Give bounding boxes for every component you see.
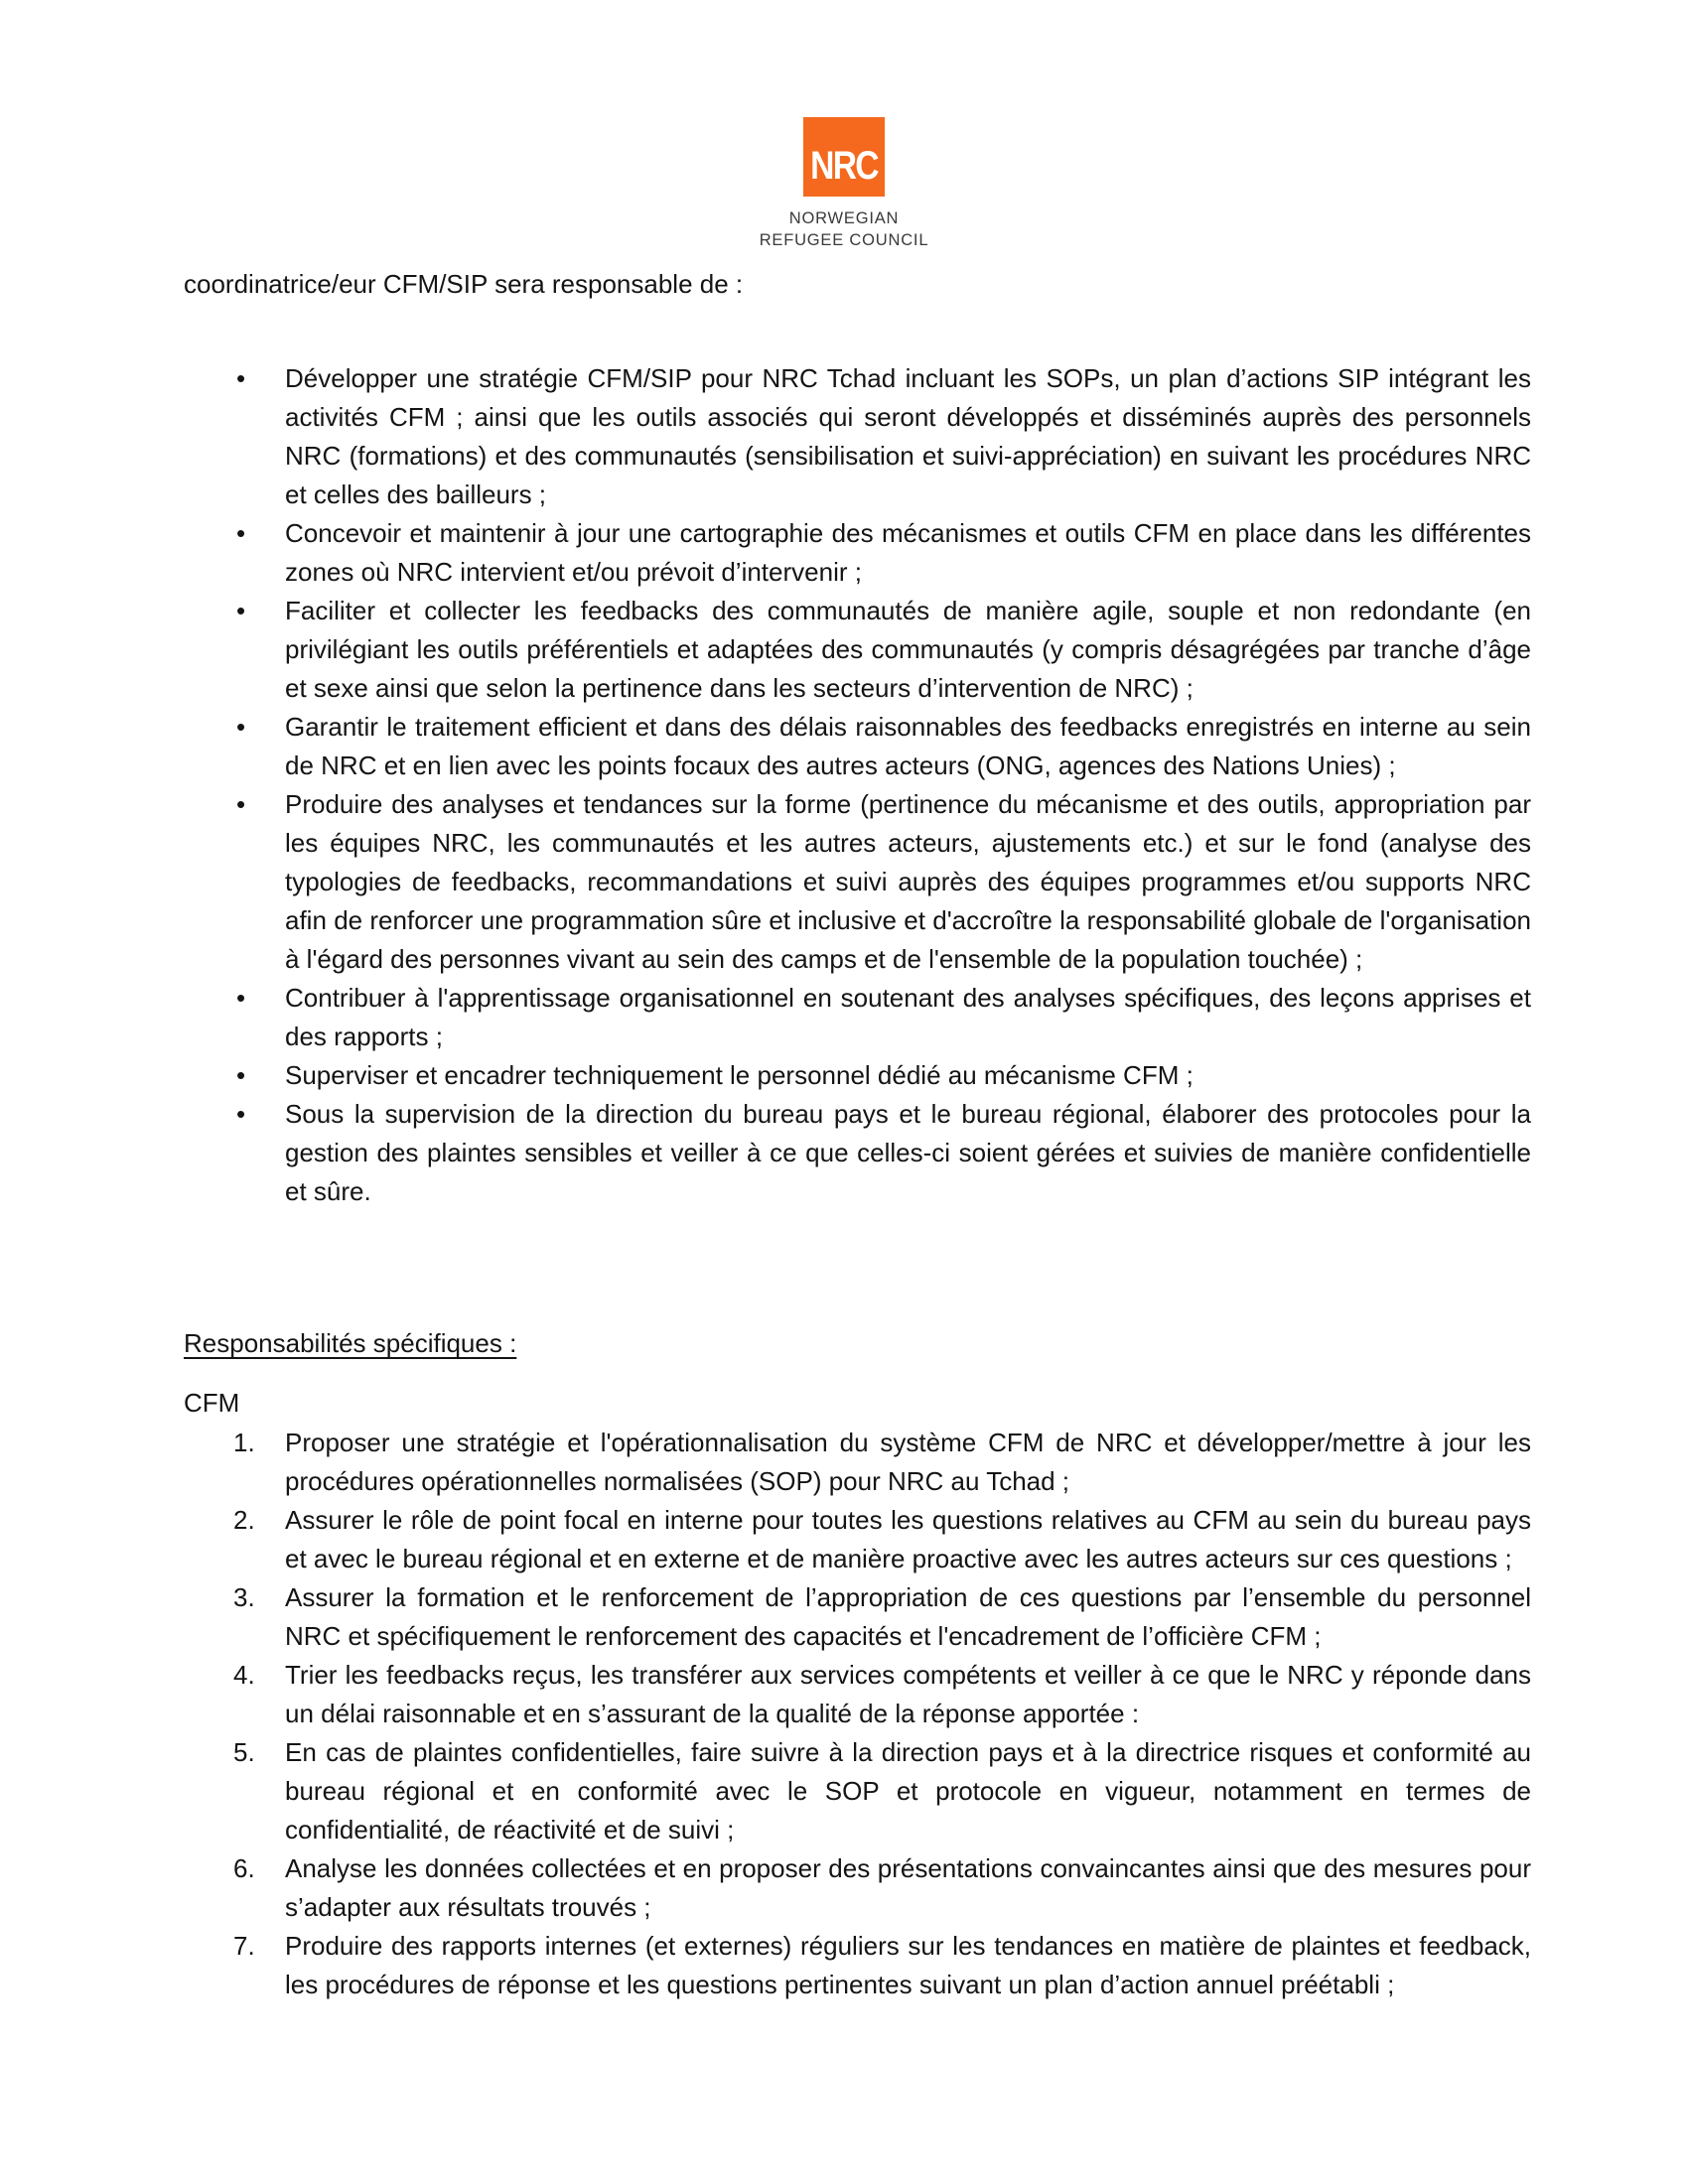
numbered-item: Trier les feedbacks reçus, les transférer aux services compétents et veiller à ce que le NRC y réponde dans un délai raisonnable et en s’assurant de la qualité de la réponse apportée : xyxy=(285,1660,1531,1728)
numbered-item: Proposer une stratégie et l'opérationnalisation du système CFM de NRC et développer/mettre à jour les procédures opérationnelles normalisées (SOP) pour NRC au Tchad ; xyxy=(285,1428,1531,1496)
org-name-line-1: NORWEGIAN xyxy=(788,209,900,227)
bullet-item: • Superviser et encadrer techniquement le personnel dédié au mécanisme CFM ; xyxy=(285,1056,1531,1095)
bullet-item: • Contribuer à l'apprentissage organisationnel en soutenant des analyses spécifiques, des leçons apprises et des rapports ; xyxy=(285,979,1531,1056)
bullet-item: • Sous la supervision de la direction du bureau pays et le bureau régional, élaborer des protocoles pour la gestion des plaintes sensibles et veiller à ce que celles-ci soient gérées et suivies de manière confidentielle et sûre. xyxy=(285,1095,1531,1211)
bullet-item: • Développer une stratégie CFM/SIP pour NRC Tchad incluant les SOPs, un plan d’actions SIP intégrant les activités CFM ; ainsi que les outils associés qui seront développés et disséminés auprès des personnels NRC (formations) et des communautés (sensibilisation et suivi-appréciation) en suivant les procédures NRC et celles des bailleurs ; xyxy=(285,359,1531,514)
bullet-item: • Produire des analyses et tendances sur la forme (pertinence du mécanisme et des outils, appropriation par les équipes NRC, les communautés et les autres acteurs, ajustements etc.) et sur le fond (analyse des typologies de feedbacks, recommandations et suivi auprès des équipes programmes et/ou supports NRC afin de renforcer une programmation sûre et inclusive et d'accroître la responsabilité globale de l'organisation à l'égard des personnes vivant au sein des camps et de l'ensemble de la population touchée) ; xyxy=(285,785,1531,979)
org-name-line-2: REFUGEE COUNCIL xyxy=(759,231,929,249)
subsection-label-cfm: CFM xyxy=(184,1388,240,1418)
section-heading-responsabilites-specifiques: Responsabilités spécifiques : xyxy=(184,1328,517,1358)
numbered-item: Assurer la formation et le renforcement de l’appropriation de ces questions par l’ensemble du personnel NRC et spécifiquement le renforcement des capacités et l'encadrement de l’officière CFM ; xyxy=(285,1582,1531,1651)
numbered-item: Produire des rapports internes (et externes) réguliers sur les tendances en matière de plaintes et feedback, les procédures de réponse et les questions pertinentes suivant un plan d’action annuel préétabli ; xyxy=(285,1931,1531,1999)
nrc-logo xyxy=(0,0,1688,251)
numbered-item: Assurer le rôle de point focal en interne pour toutes les questions relatives au CFM au sein du bureau pays et avec le bureau régional et en externe et de manière proactive avec les autres acteurs sur ces questions ; xyxy=(285,1505,1531,1573)
cfm-task-list xyxy=(0,1424,1688,2004)
intro-text: coordinatrice/eur CFM/SIP sera responsable de : xyxy=(184,269,744,299)
nrc-logo-mark xyxy=(803,117,885,197)
org-name xyxy=(0,207,1688,251)
numbered-item: Analyse les données collectées et en proposer des présentations convaincantes ainsi que des mesures pour s’adapter aux résultats trouvés ; xyxy=(285,1853,1531,1922)
bullet-item: • Faciliter et collecter les feedbacks des communautés de manière agile, souple et non redondante (en privilégiant les outils préférentiels et adaptées des communautés (y compris désagrégées par tranche d’âge et sexe ainsi que selon la pertinence dans les secteurs d’intervention de NRC) ; xyxy=(285,592,1531,708)
nrc-logo-acronym: NRC xyxy=(810,144,878,188)
bullet-item: • Concevoir et maintenir à jour une cartographie des mécanismes et outils CFM en place dans les différentes zones où NRC intervient et/ou prévoit d’intervenir ; xyxy=(285,514,1531,592)
numbered-item: En cas de plaintes confidentielles, faire suivre à la direction pays et à la directrice risques et conformité au bureau régional et en conformité avec le SOP et protocole en vigueur, notamment en termes de confidentialité, de réactivité et de suivi ; xyxy=(285,1737,1531,1844)
general-responsibilities-list xyxy=(0,359,1688,1211)
bullet-item: • Garantir le traitement efficient et dans des délais raisonnables des feedbacks enregistrés en interne au sein de NRC et en lien avec les points focaux des autres acteurs (ONG, agences des Nations Unies) ; xyxy=(285,708,1531,785)
